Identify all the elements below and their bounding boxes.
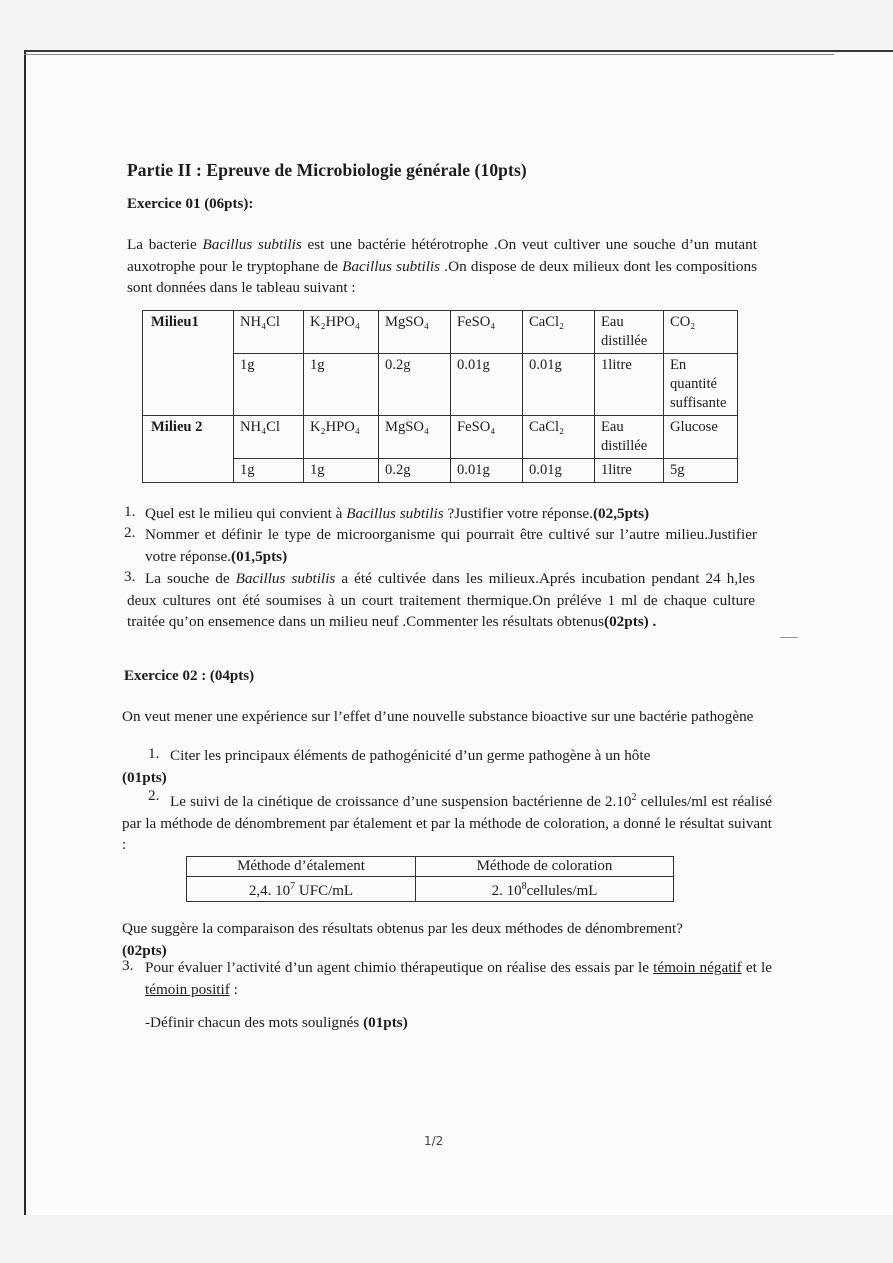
table-cell: 0.01g: [523, 459, 595, 483]
table-cell: FeSO₄: [451, 311, 523, 354]
table-cell: FeSO₄: [451, 416, 523, 459]
exercise-1-intro: La bacterie Bacillus subtilis est une bactérie hétérotrophe .On veut cultiver une souche d’un mutant auxotrophe pour le tryptophane de Bacillus subtilis .On dispose de deux milieux dont les compositions sont données dans le tableau suivant :: [127, 236, 757, 296]
table-row: [143, 354, 738, 416]
table-cell-empty: [143, 459, 234, 483]
table-cell: MgSO₄: [379, 311, 451, 354]
table-row: [143, 459, 738, 483]
exercise-2-question-3: Pour évaluer l’activité d’un agent chimio thérapeutique on réalise des essais par le témoin négatif et le témoin positif :: [145, 959, 772, 998]
table-cell: Eau distillée: [595, 311, 664, 354]
table-cell: CO₂: [664, 311, 738, 354]
table-cell: 5g: [664, 459, 738, 483]
col-header-coloration: Méthode de coloration: [416, 857, 674, 877]
result-coloration: 2. $10^8cellules/mL$: [416, 877, 674, 902]
table-cell: 1g: [234, 459, 304, 483]
exercise-2-define: -Définir chacun des mots soulignés (01pts): [145, 1014, 408, 1031]
table-cell: 0.01g: [451, 459, 523, 483]
milieu1-label: Milieu1: [143, 311, 234, 354]
table-cell: 0.2g: [379, 459, 451, 483]
table-cell: 1g: [234, 354, 304, 416]
table-cell: Glucose: [664, 416, 738, 459]
exercise-2-comparison-question: Que suggère la comparaison des résultats obtenus par les deux méthodes de dénombrement? (02pts): [122, 920, 683, 959]
exercise-2-intro: On veut mener une expérience sur l’effet d’une nouvelle substance bioactive sur une bactérie pathogène: [122, 708, 754, 725]
exercise-2-question-1: Citer les principaux éléments de pathogénicité d’un germe pathogène à un hôte (01pts): [122, 747, 651, 786]
scan-artifact-mark: [780, 637, 798, 638]
ex2-question-3-number: 3.: [122, 957, 134, 974]
table-cell: 0.01g: [523, 354, 595, 416]
question-2-number: 2.: [124, 524, 136, 541]
milieu2-label: Milieu 2: [143, 416, 234, 459]
table-cell: NH₄Cl: [234, 311, 304, 354]
table-cell: 1g: [304, 459, 379, 483]
page-number: 1/2: [424, 1134, 444, 1148]
col-header-etalement: Méthode d’étalement: [187, 857, 416, 877]
enumeration-results-table: [186, 856, 674, 902]
table-cell: NH₄Cl: [234, 416, 304, 459]
table-cell: Eau distillée: [595, 416, 664, 459]
table-cell-empty: [143, 354, 234, 416]
table-row: [187, 857, 674, 877]
exercise-2-question-2: Le suivi de la cinétique de croissance d’une suspension bactérienne de 2.10$^2$ cellules/ml est réalisé par la méthode de dénombrement par étalement et par la méthode de coloration, a donné le résultat suivant :: [122, 792, 773, 854]
exercise-1-question-3: La souche de Bacillus subtilis a été cultivée dans les milieux.Aprés incubation pendant 24 h,les deux cultures ont été soumises à un court traitement thermique.On préléve 1 ml de chaque culture traitée qu’on ensemence dans un milieu neuf .Commenter les résultats obtenus(02pts) .: [127, 570, 756, 630]
exercise-1-heading: Exercice 01 (06pts):: [127, 196, 254, 212]
media-composition-table: [142, 310, 738, 483]
table-cell: K₂HPO₄: [304, 311, 379, 354]
exercise-1-question-1: Quel est le milieu qui convient à Bacillus subtilis ?Justifier votre réponse.(02,5pts): [145, 505, 650, 522]
table-cell: CaCl₂: [523, 311, 595, 354]
table-cell: K₂HPO₄: [304, 416, 379, 459]
question-1-number: 1.: [124, 503, 136, 520]
ex2-question-1-number: 1.: [148, 745, 160, 762]
table-cell: 0.01g: [451, 354, 523, 416]
table-cell: 1litre: [595, 459, 664, 483]
scanned-page: [24, 50, 893, 1215]
result-etalement: 2,4. $10^7$ UFC/mL: [187, 877, 416, 902]
table-cell: 0.2g: [379, 354, 451, 416]
part-title: Partie II : Epreuve de Microbiologie générale (10pts): [127, 160, 527, 180]
ex2-question-2-number: 2.: [148, 787, 160, 804]
table-cell: 1litre: [595, 354, 664, 416]
exercise-1-question-2: Nommer et définir le type de microorganisme qui pourrait être cultivé sur l’autre milieu.Justifier votre réponse.(01,5pts): [145, 526, 757, 565]
table-cell: MgSO₄: [379, 416, 451, 459]
scan-artifact-line: [24, 54, 834, 55]
table-row: [143, 416, 738, 459]
table-cell: 1g: [304, 354, 379, 416]
table-cell: En quantité suffisante: [664, 354, 738, 416]
question-3-number: 3.: [124, 568, 136, 585]
table-cell: CaCl₂: [523, 416, 595, 459]
table-row: [187, 877, 674, 902]
exercise-2-heading: Exercice 02 : (04pts): [124, 668, 255, 684]
table-row: [143, 311, 738, 354]
